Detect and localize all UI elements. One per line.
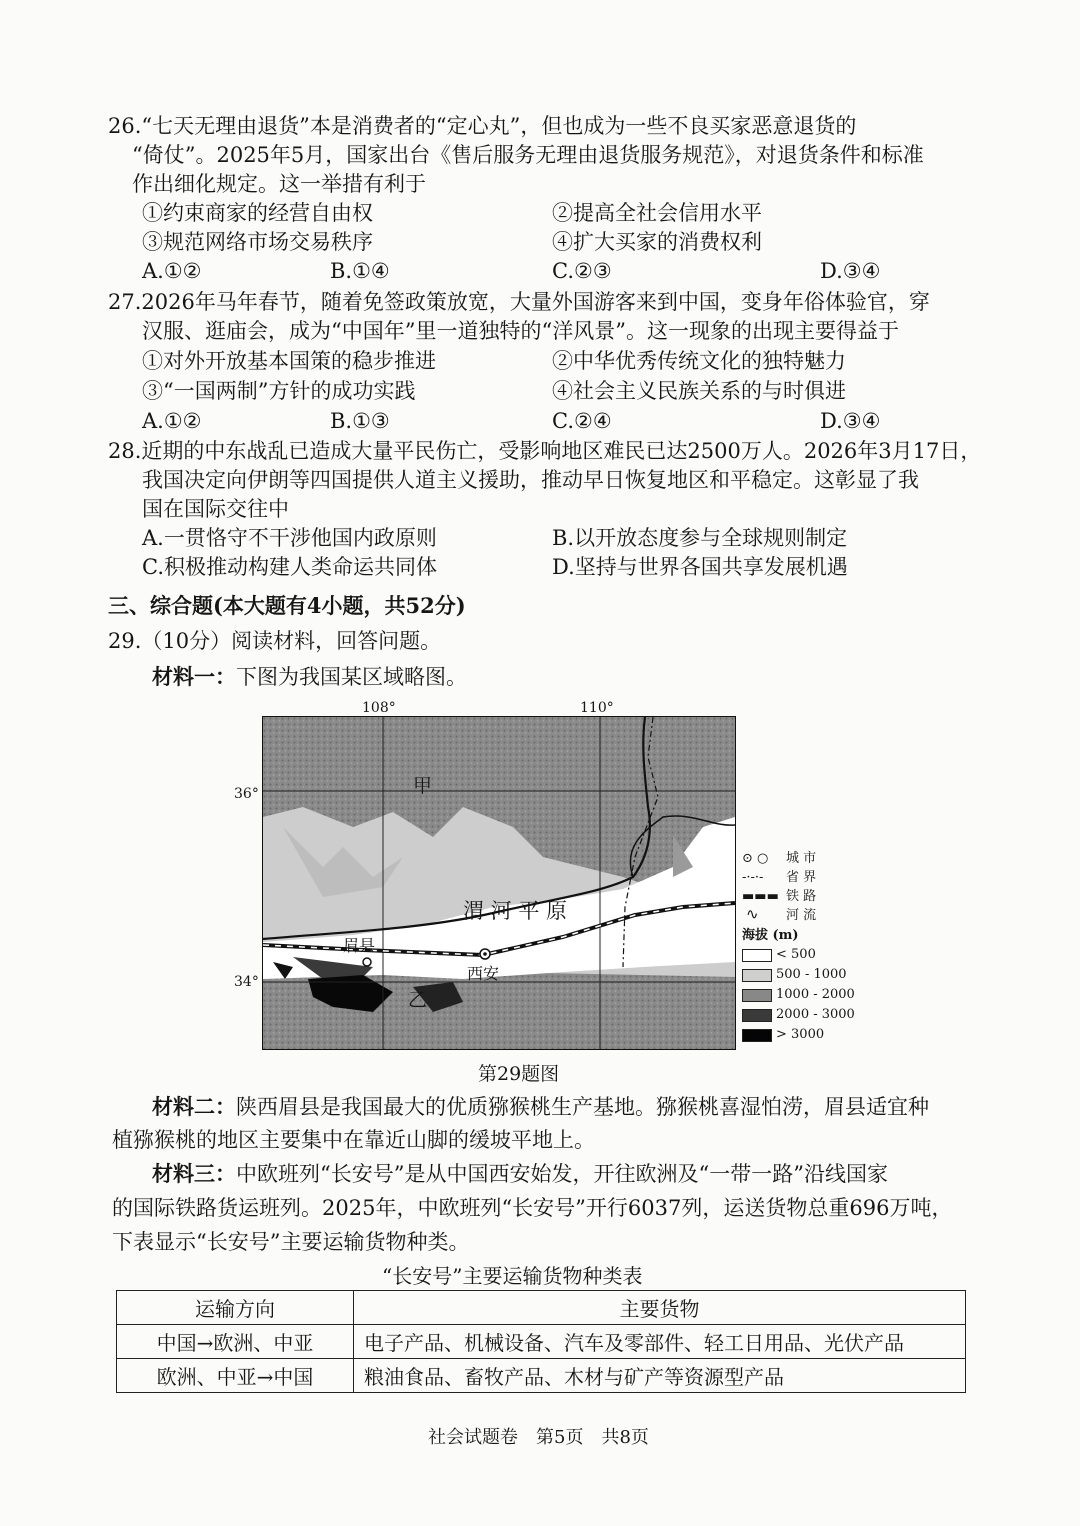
- table-cell-direction: 欧洲、中亚→中国: [117, 1359, 354, 1393]
- material3-line-2: 的国际铁路货运班列。2025年，中欧班列“长安号”开行6037列，运送货物总重696万吨，: [112, 1196, 953, 1220]
- q28-choice-c: C.积极推动构建人类命运共同体: [142, 555, 437, 579]
- legend-elevation-swatch: [742, 969, 772, 982]
- q26-choice-c: C.②③: [552, 259, 612, 283]
- material2-text-1: 陕西眉县是我国最大的优质猕猴桃生产基地。猕猴桃喜湿怕涝，眉县适宜种: [236, 1095, 929, 1119]
- q26-item-2: ②提高全社会信用水平: [552, 201, 762, 225]
- q28-line-1: 28.近期的中东战乱已造成大量平民伤亡，受影响地区难民已达2500万人。2026年3月17日，: [108, 439, 982, 463]
- material1-text: 下图为我国某区域略图。: [236, 665, 467, 689]
- q27-choice-c: C.②④: [552, 409, 612, 433]
- legend-elevation-swatch: [742, 949, 772, 962]
- material1-label: 材料一：: [152, 664, 236, 689]
- q26-line-2: “倚仗”。2025年5月，国家出台《售后服务无理由退货服务规范》，对退货条件和标准: [132, 143, 924, 167]
- table-header-direction: 运输方向: [117, 1291, 354, 1325]
- material3-line-1: [152, 1160, 888, 1188]
- q26-choice-b: B.①④: [330, 259, 390, 283]
- map-caption: 第29题图: [478, 1063, 560, 1085]
- table-header-row: [117, 1291, 966, 1325]
- q27-choice-d: D.③④: [820, 409, 881, 433]
- legend-elevation-swatch: [742, 1009, 772, 1022]
- legend-elevation-label: 2000 - 3000: [776, 1007, 855, 1022]
- q28-line-3: 国在国际交往中: [142, 497, 289, 521]
- material3-text-1: 中欧班列“长安号”是从中国西安始发，开往欧洲及“一带一路”沿线国家: [236, 1162, 888, 1186]
- q28-choice-a: A.一贯恪守不干涉他国内政原则: [142, 526, 437, 550]
- q28-choice-d: D.坚持与世界各国共享发展机遇: [552, 555, 848, 579]
- place-xian: 西安: [467, 964, 500, 983]
- lat-label-36: 36°: [234, 786, 259, 802]
- q27-item-1: ①对外开放基本国策的稳步推进: [142, 349, 436, 373]
- lon-label-110: 110°: [580, 700, 614, 716]
- table-header-goods: 主要货物: [354, 1291, 966, 1325]
- region-map-graphic: [263, 717, 735, 1049]
- section-3-title: 三、综合题(本大题有4小题，共52分): [108, 593, 466, 618]
- table-cell-goods: 粮油食品、畜牧产品、木材与矿产等资源型产品: [354, 1359, 966, 1393]
- page-footer: 社会试题卷 第5页 共8页: [428, 1427, 649, 1448]
- q26-choice-a: A.①②: [142, 259, 202, 283]
- q26-item-3: ③规范网络市场交易秩序: [142, 230, 373, 254]
- q26-item-1: ①约束商家的经营自由权: [142, 201, 373, 225]
- table-row: [117, 1325, 966, 1359]
- table-cell-direction: 中国→欧洲、中亚: [117, 1325, 354, 1359]
- material1: [152, 663, 467, 691]
- table-row: [117, 1359, 966, 1393]
- legend-elevation-label: < 500: [776, 947, 816, 962]
- material3-line-3: 下表显示“长安号”主要运输货物种类。: [112, 1230, 470, 1254]
- table-cell-goods: 电子产品、机械设备、汽车及零部件、轻工日用品、光伏产品: [354, 1325, 966, 1359]
- legend-elevation-swatch: [742, 989, 772, 1002]
- q27-choice-a: A.①②: [142, 409, 202, 433]
- table-title: “长安号”主要运输货物种类表: [382, 1264, 643, 1288]
- q26-item-4: ④扩大买家的消费权利: [552, 230, 762, 254]
- q26-line-3: 作出细化规定。这一举措有利于: [132, 172, 426, 196]
- legend-railway-symbol: ▬▬▬: [742, 889, 779, 904]
- legend-city-label: 城 市: [786, 851, 817, 866]
- place-weihe-plain: 渭 河 平 原: [463, 899, 568, 923]
- city-meixian-marker: [363, 958, 371, 966]
- cargo-table: [116, 1290, 966, 1393]
- q28-choice-b: B.以开放态度参与全球规则制定: [552, 526, 848, 550]
- q29-intro: 29.（10分）阅读材料，回答问题。: [108, 629, 442, 653]
- place-meixian: 眉县: [343, 936, 376, 955]
- q27-choice-b: B.①③: [330, 409, 390, 433]
- q26-line-1: 26.“七天无理由退货”本是消费者的“定心丸”，但也成为一些不良买家恶意退货的: [108, 114, 857, 138]
- lon-label-108: 108°: [362, 700, 396, 716]
- material3-label: 材料三：: [152, 1161, 236, 1186]
- material2-line-2: 植猕猴桃的地区主要集中在靠近山脚的缓坡平地上。: [112, 1128, 595, 1152]
- legend-city-symbol: ⊙ ○: [742, 851, 769, 866]
- legend-river-symbol: ∿: [746, 905, 759, 923]
- lat-label-34: 34°: [234, 974, 259, 990]
- material2-label: 材料二：: [152, 1094, 236, 1119]
- q27-line-2: 汉服、逛庙会，成为“中国年”里一道独特的“洋风景”。这一现象的出现主要得益于: [142, 319, 899, 343]
- q27-item-4: ④社会主义民族关系的与时俱进: [552, 379, 846, 403]
- q28-line-2: 我国决定向伊朗等四国提供人道主义援助，推动早日恢复地区和平稳定。这彰显了我: [142, 468, 919, 492]
- material2-line-1: [152, 1093, 929, 1121]
- legend-elevation-swatch: [742, 1029, 772, 1042]
- legend-river-label: 河 流: [786, 908, 817, 923]
- legend-elevation-label: 1000 - 2000: [776, 987, 855, 1002]
- q26-choice-d: D.③④: [820, 259, 881, 283]
- q27-line-1: 27.2026年马年春节，随着免签政策放宽，大量外国游客来到中国，变身年俗体验官，穿: [108, 290, 930, 314]
- place-jia: 甲: [413, 775, 433, 797]
- legend-border-label: 省 界: [786, 870, 817, 885]
- legend-elevation-title: 海拔 (m): [742, 928, 799, 943]
- place-yi: 乙: [408, 989, 428, 1011]
- legend-railway-label: 铁 路: [786, 889, 817, 904]
- q27-item-3: ③“一国两制”方针的成功实践: [142, 379, 416, 403]
- legend-border-symbol: -·-·-: [742, 870, 764, 885]
- legend-elevation-label: 500 - 1000: [776, 967, 847, 982]
- region-map: [262, 716, 736, 1050]
- legend-elevation-label: > 3000: [776, 1027, 825, 1042]
- q27-item-2: ②中华优秀传统文化的独特魅力: [552, 349, 846, 373]
